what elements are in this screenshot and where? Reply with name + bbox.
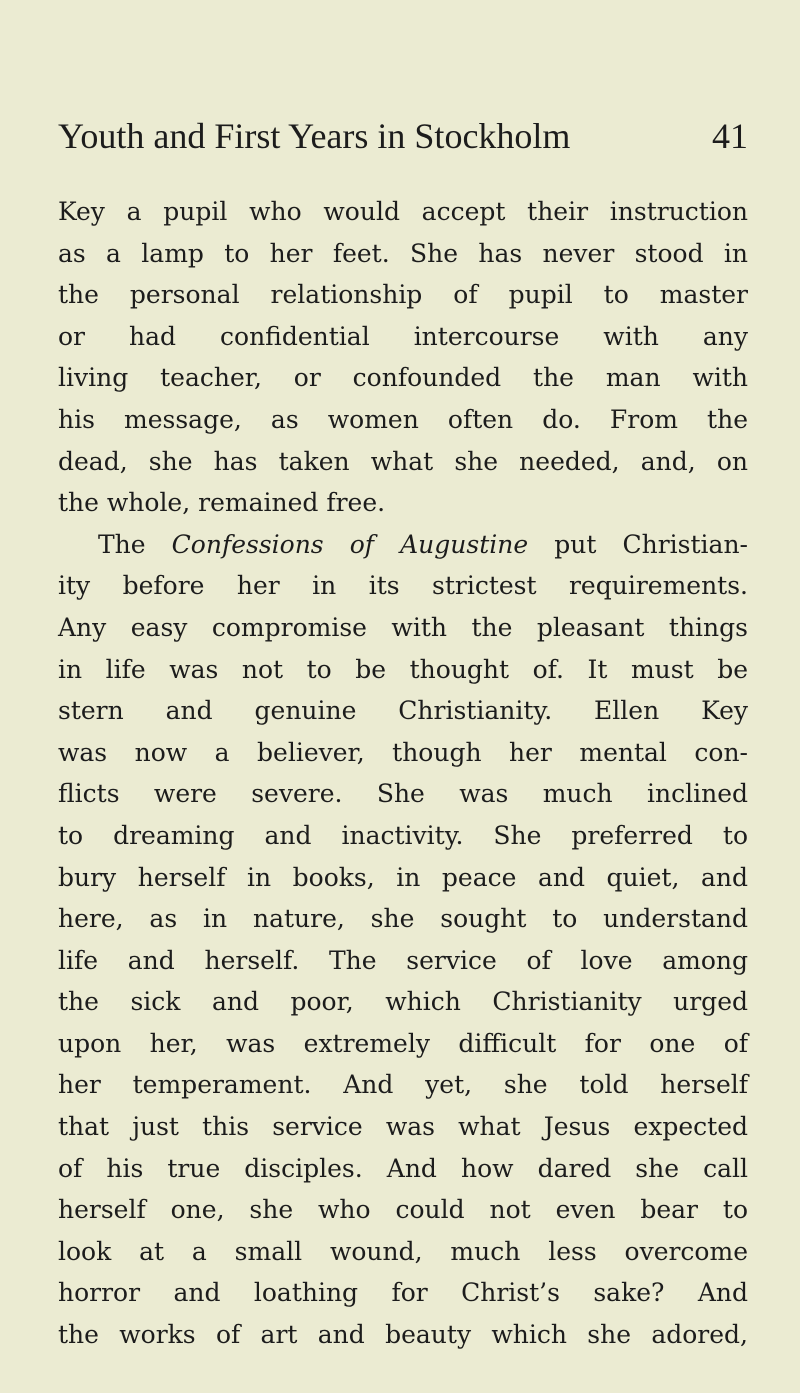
text-line: her temperament. And yet, she told herself [58, 1070, 748, 1100]
text-line: horror and loathing for Christ’s sake? And [58, 1278, 748, 1308]
text-line: the personal relationship of pupil to master [58, 280, 748, 310]
text-line: or had confidential intercourse with any [58, 321, 748, 351]
text-run: put Christian- [528, 529, 748, 559]
text-line [58, 524, 748, 566]
text-line: as a lamp to her feet. She has never stood in [58, 238, 748, 268]
text-line: dead, she has taken what she needed, and, on [58, 446, 748, 476]
text-line: his message, as women often do. From the [58, 404, 748, 434]
text-line: living teacher, or confounded the man with [58, 363, 748, 393]
text-line: of his true disciples. And how dared she call [58, 1153, 748, 1183]
text-line: was now a believer, though her mental con- [58, 737, 748, 767]
text-line: upon her, was extremely difficult for one of [58, 1028, 748, 1058]
text-line: to dreaming and inactivity. She preferred to [58, 820, 748, 850]
running-head [58, 112, 748, 160]
text-line: ity before her in its strictest requirements. [58, 571, 748, 601]
text-line: look at a small wound, much less overcome [58, 1236, 748, 1266]
text-line: herself one, she who could not even bear to [58, 1195, 748, 1225]
text-line: life and herself. The service of love among [58, 945, 748, 975]
text-line: the whole, remained free. [58, 488, 386, 518]
text-line: here, as in nature, she sought to understand [58, 904, 748, 934]
chapter-title: Youth and First Years in Stockholm [58, 116, 571, 156]
text-line: in life was not to be thought of. It must be [58, 654, 748, 684]
text-line: Key a pupil who would accept their instruction [58, 197, 748, 226]
text-line: the works of art and beauty which she adored, [58, 1320, 748, 1350]
page-number: 41 [712, 116, 748, 156]
text-line: the sick and poor, which Christianity urged [58, 987, 748, 1017]
text-line: that just this service was what Jesus expected [58, 1112, 748, 1142]
book-title-italic: Confessions of Augustine [171, 529, 529, 559]
text-line: Any easy compromise with the pleasant things [58, 612, 748, 642]
text-line: bury herself in books, in peace and quiet, and [58, 862, 748, 892]
body-text [58, 191, 748, 1356]
text-line: stern and genuine Christianity. Ellen Key [58, 696, 748, 726]
text-run: The [98, 529, 172, 559]
text-line: flicts were severe. She was much inclined [58, 779, 748, 809]
